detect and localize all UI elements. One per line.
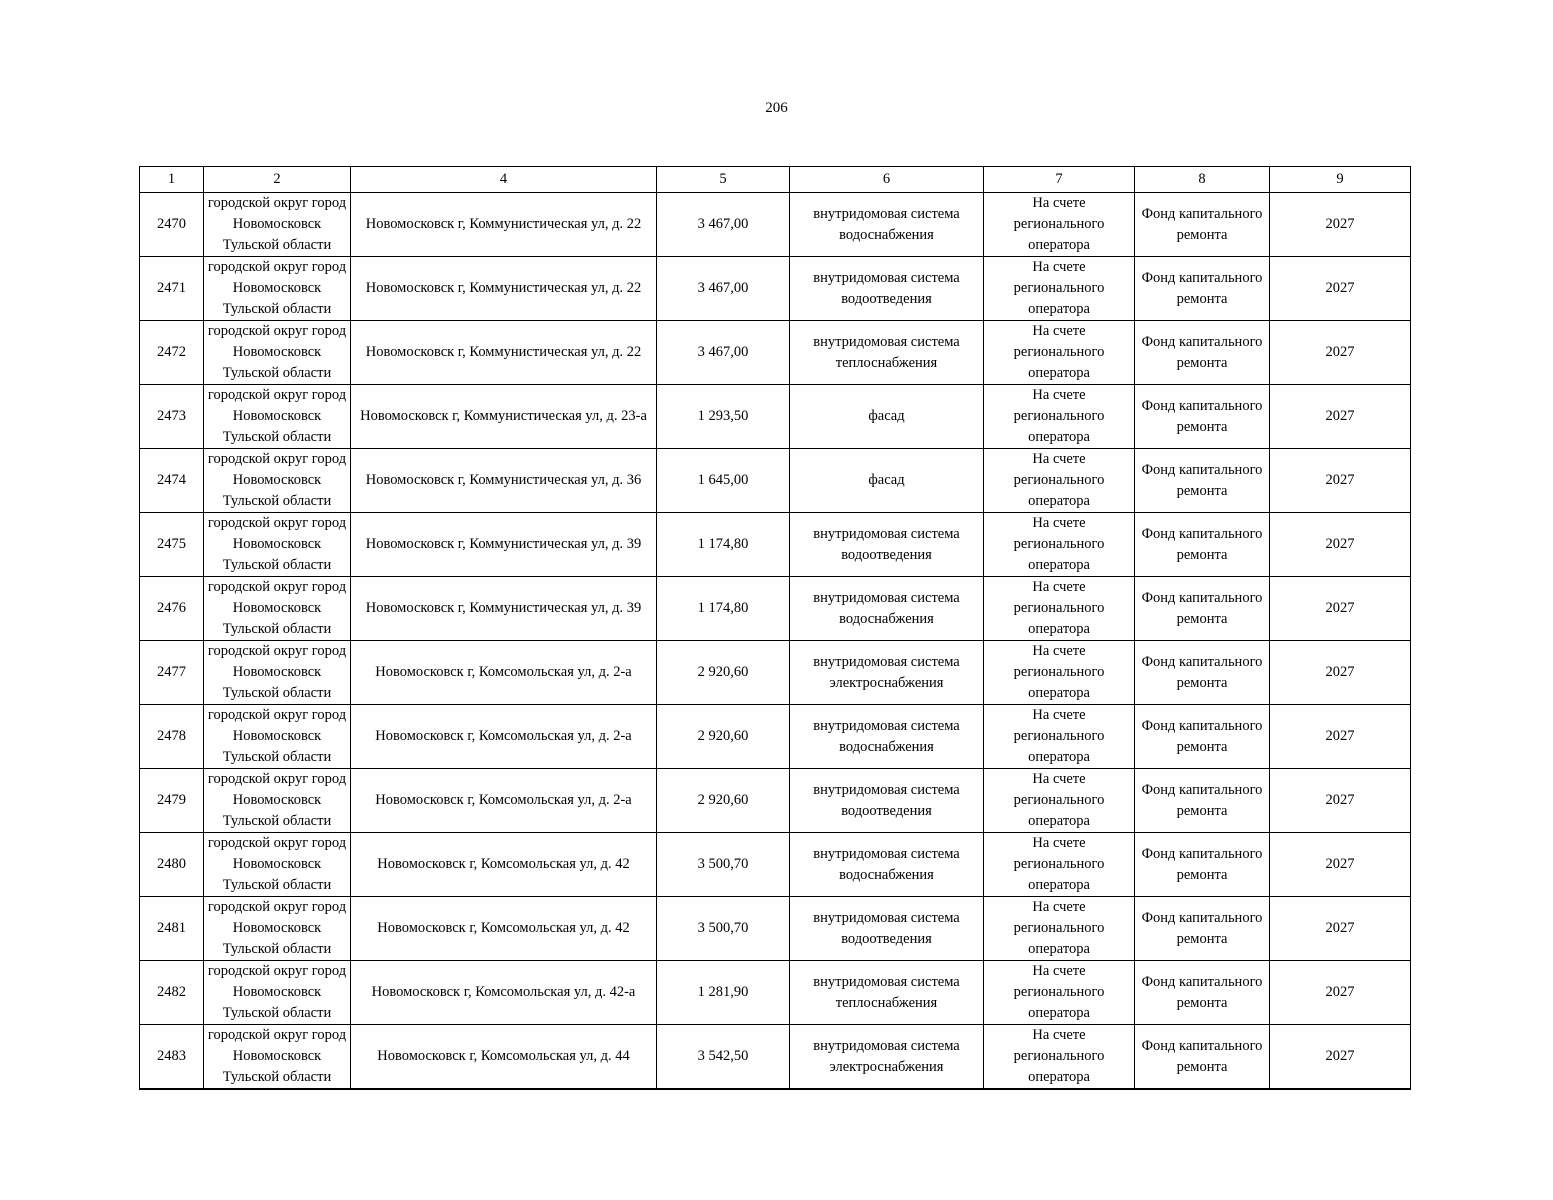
table-header (140, 167, 1411, 193)
table-row (140, 193, 1411, 257)
municipality-cell: городской округ город Новомосковск Тульской области (204, 321, 351, 385)
header-row (140, 167, 1411, 193)
address-cell: Новомосковск г, Комсомольская ул, д. 2-а (351, 641, 657, 705)
table-row (140, 641, 1411, 705)
funding-source-cell: Фонд капитального ремонта (1135, 833, 1270, 897)
account-cell: На счете регионального оператора (984, 961, 1135, 1025)
account-cell: На счете регионального оператора (984, 769, 1135, 833)
funding-source-cell: Фонд капитального ремонта (1135, 1025, 1270, 1090)
year-cell: 2027 (1270, 1025, 1411, 1090)
column-header: 9 (1270, 167, 1411, 193)
municipality-cell: городской округ город Новомосковск Тульской области (204, 769, 351, 833)
funding-source-cell: Фонд капитального ремонта (1135, 193, 1270, 257)
area-cell: 2 920,60 (657, 769, 790, 833)
row-number-cell: 2473 (140, 385, 204, 449)
row-number-cell: 2471 (140, 257, 204, 321)
year-cell: 2027 (1270, 513, 1411, 577)
funding-source-cell: Фонд капитального ремонта (1135, 321, 1270, 385)
year-cell: 2027 (1270, 193, 1411, 257)
work-type-cell: внутридомовая система электроснабжения (790, 641, 984, 705)
row-number-cell: 2476 (140, 577, 204, 641)
row-number-cell: 2479 (140, 769, 204, 833)
address-cell: Новомосковск г, Комсомольская ул, д. 42 (351, 833, 657, 897)
municipality-cell: городской округ город Новомосковск Тульской области (204, 193, 351, 257)
column-header: 8 (1135, 167, 1270, 193)
work-type-cell: внутридомовая система водоотведения (790, 513, 984, 577)
row-number-cell: 2480 (140, 833, 204, 897)
column-header: 4 (351, 167, 657, 193)
funding-source-cell: Фонд капитального ремонта (1135, 769, 1270, 833)
area-cell: 3 467,00 (657, 321, 790, 385)
work-type-cell: внутридомовая система водоснабжения (790, 833, 984, 897)
account-cell: На счете регионального оператора (984, 1025, 1135, 1090)
column-header: 1 (140, 167, 204, 193)
address-cell: Новомосковск г, Комсомольская ул, д. 44 (351, 1025, 657, 1090)
table-row (140, 321, 1411, 385)
address-cell: Новомосковск г, Коммунистическая ул, д. 36 (351, 449, 657, 513)
address-cell: Новомосковск г, Комсомольская ул, д. 42-а (351, 961, 657, 1025)
year-cell: 2027 (1270, 257, 1411, 321)
area-cell: 1 174,80 (657, 577, 790, 641)
year-cell: 2027 (1270, 641, 1411, 705)
table-row (140, 449, 1411, 513)
table-row (140, 897, 1411, 961)
work-type-cell: внутридомовая система водоотведения (790, 769, 984, 833)
page-number: 206 (765, 100, 788, 116)
work-type-cell: внутридомовая система теплоснабжения (790, 961, 984, 1025)
year-cell: 2027 (1270, 449, 1411, 513)
account-cell: На счете регионального оператора (984, 385, 1135, 449)
year-cell: 2027 (1270, 769, 1411, 833)
account-cell: На счете регионального оператора (984, 577, 1135, 641)
address-cell: Новомосковск г, Комсомольская ул, д. 2-а (351, 705, 657, 769)
funding-source-cell: Фонд капитального ремонта (1135, 641, 1270, 705)
table-row (140, 577, 1411, 641)
municipality-cell: городской округ город Новомосковск Тульской области (204, 961, 351, 1025)
table-row (140, 961, 1411, 1025)
column-header: 7 (984, 167, 1135, 193)
table-row (140, 833, 1411, 897)
area-cell: 3 542,50 (657, 1025, 790, 1090)
funding-source-cell: Фонд капитального ремонта (1135, 449, 1270, 513)
address-cell: Новомосковск г, Коммунистическая ул, д. 22 (351, 193, 657, 257)
year-cell: 2027 (1270, 705, 1411, 769)
year-cell: 2027 (1270, 897, 1411, 961)
work-type-cell: внутридомовая система водоснабжения (790, 193, 984, 257)
row-number-cell: 2474 (140, 449, 204, 513)
area-cell: 1 293,50 (657, 385, 790, 449)
address-cell: Новомосковск г, Коммунистическая ул, д. 39 (351, 513, 657, 577)
municipality-cell: городской округ город Новомосковск Тульской области (204, 449, 351, 513)
municipality-cell: городской округ город Новомосковск Тульской области (204, 385, 351, 449)
row-number-cell: 2483 (140, 1025, 204, 1090)
account-cell: На счете регионального оператора (984, 513, 1135, 577)
table-row (140, 1025, 1411, 1090)
area-cell: 1 174,80 (657, 513, 790, 577)
account-cell: На счете регионального оператора (984, 897, 1135, 961)
work-type-cell: внутридомовая система водоотведения (790, 897, 984, 961)
work-type-cell: внутридомовая система теплоснабжения (790, 321, 984, 385)
account-cell: На счете регионального оператора (984, 321, 1135, 385)
account-cell: На счете регионального оператора (984, 641, 1135, 705)
table-row (140, 513, 1411, 577)
funding-source-cell: Фонд капитального ремонта (1135, 961, 1270, 1025)
area-cell: 3 467,00 (657, 257, 790, 321)
area-cell: 1 645,00 (657, 449, 790, 513)
municipality-cell: городской округ город Новомосковск Тульской области (204, 641, 351, 705)
area-cell: 3 500,70 (657, 897, 790, 961)
table-row (140, 385, 1411, 449)
municipality-cell: городской округ город Новомосковск Тульской области (204, 1025, 351, 1090)
area-cell: 1 281,90 (657, 961, 790, 1025)
row-number-cell: 2482 (140, 961, 204, 1025)
work-type-cell: внутридомовая система водоснабжения (790, 705, 984, 769)
address-cell: Новомосковск г, Комсомольская ул, д. 42 (351, 897, 657, 961)
work-type-cell: внутридомовая система водоснабжения (790, 577, 984, 641)
funding-source-cell: Фонд капитального ремонта (1135, 513, 1270, 577)
area-cell: 2 920,60 (657, 641, 790, 705)
funding-source-cell: Фонд капитального ремонта (1135, 897, 1270, 961)
address-cell: Новомосковск г, Комсомольская ул, д. 2-а (351, 769, 657, 833)
row-number-cell: 2478 (140, 705, 204, 769)
area-cell: 3 467,00 (657, 193, 790, 257)
row-number-cell: 2475 (140, 513, 204, 577)
column-header: 5 (657, 167, 790, 193)
column-header: 2 (204, 167, 351, 193)
row-number-cell: 2470 (140, 193, 204, 257)
account-cell: На счете регионального оператора (984, 193, 1135, 257)
account-cell: На счете регионального оператора (984, 833, 1135, 897)
address-cell: Новомосковск г, Коммунистическая ул, д. 22 (351, 321, 657, 385)
account-cell: На счете регионального оператора (984, 257, 1135, 321)
row-number-cell: 2477 (140, 641, 204, 705)
table-row (140, 769, 1411, 833)
work-type-cell: фасад (790, 385, 984, 449)
address-cell: Новомосковск г, Коммунистическая ул, д. 23-а (351, 385, 657, 449)
funding-source-cell: Фонд капитального ремонта (1135, 705, 1270, 769)
row-number-cell: 2472 (140, 321, 204, 385)
row-number-cell: 2481 (140, 897, 204, 961)
municipality-cell: городской округ город Новомосковск Тульской области (204, 577, 351, 641)
register-table (139, 166, 1411, 1090)
year-cell: 2027 (1270, 321, 1411, 385)
table-row (140, 257, 1411, 321)
account-cell: На счете регионального оператора (984, 449, 1135, 513)
table-row (140, 705, 1411, 769)
account-cell: На счете регионального оператора (984, 705, 1135, 769)
year-cell: 2027 (1270, 833, 1411, 897)
address-cell: Новомосковск г, Коммунистическая ул, д. 39 (351, 577, 657, 641)
year-cell: 2027 (1270, 577, 1411, 641)
area-cell: 2 920,60 (657, 705, 790, 769)
municipality-cell: городской округ город Новомосковск Тульской области (204, 513, 351, 577)
year-cell: 2027 (1270, 385, 1411, 449)
municipality-cell: городской округ город Новомосковск Тульской области (204, 897, 351, 961)
municipality-cell: городской округ город Новомосковск Тульской области (204, 705, 351, 769)
funding-source-cell: Фонд капитального ремонта (1135, 385, 1270, 449)
work-type-cell: внутридомовая система электроснабжения (790, 1025, 984, 1090)
area-cell: 3 500,70 (657, 833, 790, 897)
table-body (140, 193, 1411, 1090)
work-type-cell: фасад (790, 449, 984, 513)
year-cell: 2027 (1270, 961, 1411, 1025)
column-header: 6 (790, 167, 984, 193)
municipality-cell: городской округ город Новомосковск Тульской области (204, 833, 351, 897)
municipality-cell: городской округ город Новомосковск Тульской области (204, 257, 351, 321)
funding-source-cell: Фонд капитального ремонта (1135, 577, 1270, 641)
address-cell: Новомосковск г, Коммунистическая ул, д. 22 (351, 257, 657, 321)
work-type-cell: внутридомовая система водоотведения (790, 257, 984, 321)
funding-source-cell: Фонд капитального ремонта (1135, 257, 1270, 321)
